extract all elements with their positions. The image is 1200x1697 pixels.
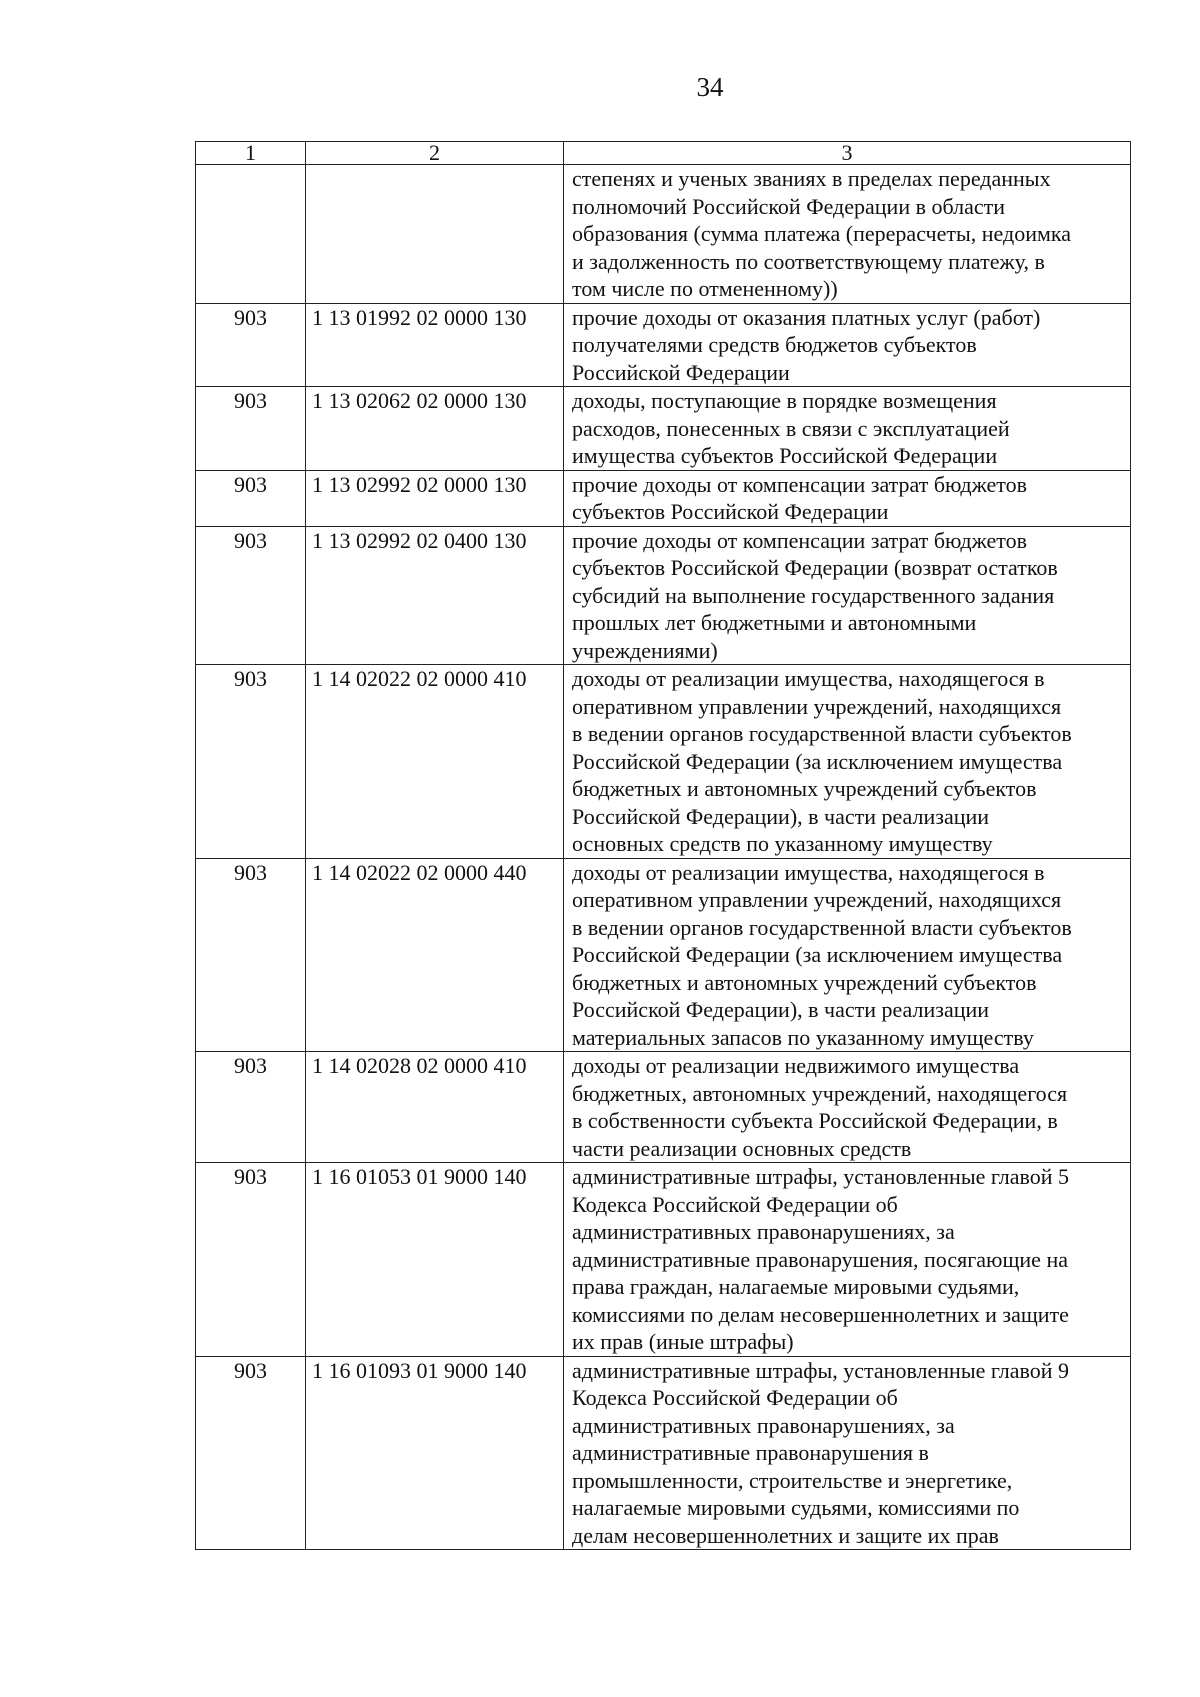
table-row xyxy=(196,1356,1131,1550)
admin-code-cell: 903 xyxy=(196,470,306,526)
table-header xyxy=(196,142,1131,165)
revenue-name-cell: прочие доходы от оказания платных услуг (работ) получателями средств бюджетов субъектов Российской Федерации xyxy=(564,303,1131,387)
table-row xyxy=(196,858,1131,1052)
revenue-name-cell: доходы от реализации имущества, находящегося в оперативном управлении учреждений, находящихся в ведении органов государственной власти субъектов Российской Федерации (за исключением имущества бюджетных и автономных учреждений субъектов Российской Федерации), в части реализации материальных запасов по указанному имуществу xyxy=(564,858,1131,1052)
table-row xyxy=(196,665,1131,859)
revenue-name-cell: доходы от реализации недвижимого имущества бюджетных, автономных учреждений, находящегося в собственности субъекта Российской Федерации, в части реализации основных средств xyxy=(564,1052,1131,1163)
table-header-row xyxy=(196,142,1131,165)
header-col-3: 3 xyxy=(564,142,1131,165)
budget-code-cell: 1 14 02022 02 0000 440 xyxy=(306,858,564,1052)
admin-code-cell: 903 xyxy=(196,858,306,1052)
revenue-name-cell: доходы, поступающие в порядке возмещения расходов, понесенных в связи с эксплуатацией имущества субъектов Российской Федерации xyxy=(564,387,1131,471)
budget-code-cell: 1 13 02062 02 0000 130 xyxy=(306,387,564,471)
revenue-name-cell: прочие доходы от компенсации затрат бюджетов субъектов Российской Федерации xyxy=(564,470,1131,526)
table-row xyxy=(196,470,1131,526)
admin-code-cell: 903 xyxy=(196,665,306,859)
header-col-1: 1 xyxy=(196,142,306,165)
header-col-2: 2 xyxy=(306,142,564,165)
revenue-name-cell: доходы от реализации имущества, находящегося в оперативном управлении учреждений, находящихся в ведении органов государственной власти субъектов Российской Федерации (за исключением имущества бюджетных и автономных учреждений субъектов Российской Федерации), в части реализации основных средств по указанному имуществу xyxy=(564,665,1131,859)
budget-code-cell: 1 13 02992 02 0000 130 xyxy=(306,470,564,526)
revenue-name-cell: прочие доходы от компенсации затрат бюджетов субъектов Российской Федерации (возврат остатков субсидий на выполнение государственного задания прошлых лет бюджетными и автономными учреждениями) xyxy=(564,526,1131,665)
budget-code-cell: 1 14 02028 02 0000 410 xyxy=(306,1052,564,1163)
admin-code-cell: 903 xyxy=(196,526,306,665)
revenue-codes-table xyxy=(195,141,1131,1550)
admin-code-cell: 903 xyxy=(196,303,306,387)
table-row xyxy=(196,387,1131,471)
admin-code-cell: 903 xyxy=(196,387,306,471)
budget-code-cell: 1 16 01053 01 9000 140 xyxy=(306,1163,564,1357)
revenue-name-cell: степенях и ученых званиях в пределах переданных полномочий Российской Федерации в области образования (сумма платежа (перерасчеты, недоимка и задолженность по соответствующему платежу, в том числе по отмененному)) xyxy=(564,165,1131,304)
table-row xyxy=(196,1163,1131,1357)
admin-code-cell: 903 xyxy=(196,1163,306,1357)
budget-code-cell: 1 16 01093 01 9000 140 xyxy=(306,1356,564,1550)
admin-code-cell: 903 xyxy=(196,1356,306,1550)
table-row xyxy=(196,165,1131,304)
page-number: 34 xyxy=(696,72,724,102)
budget-code-cell: 1 13 02992 02 0400 130 xyxy=(306,526,564,665)
table-row xyxy=(196,1052,1131,1163)
budget-code-cell xyxy=(306,165,564,304)
table-row xyxy=(196,303,1131,387)
table-row xyxy=(196,526,1131,665)
revenue-name-cell: административные штрафы, установленные главой 5 Кодекса Российской Федерации об административных правонарушениях, за административные правонарушения, посягающие на права граждан, налагаемые мировыми судьями, комиссиями по делам несовершеннолетних и защите их прав (иные штрафы) xyxy=(564,1163,1131,1357)
admin-code-cell xyxy=(196,165,306,304)
budget-code-cell: 1 13 01992 02 0000 130 xyxy=(306,303,564,387)
revenue-name-cell: административные штрафы, установленные главой 9 Кодекса Российской Федерации об административных правонарушениях, за административные правонарушения в промышленности, строительстве и энергетике, налагаемые мировыми судьями, комиссиями по делам несовершеннолетних и защите их прав xyxy=(564,1356,1131,1550)
budget-code-cell: 1 14 02022 02 0000 410 xyxy=(306,665,564,859)
admin-code-cell: 903 xyxy=(196,1052,306,1163)
table-body xyxy=(196,165,1131,1550)
